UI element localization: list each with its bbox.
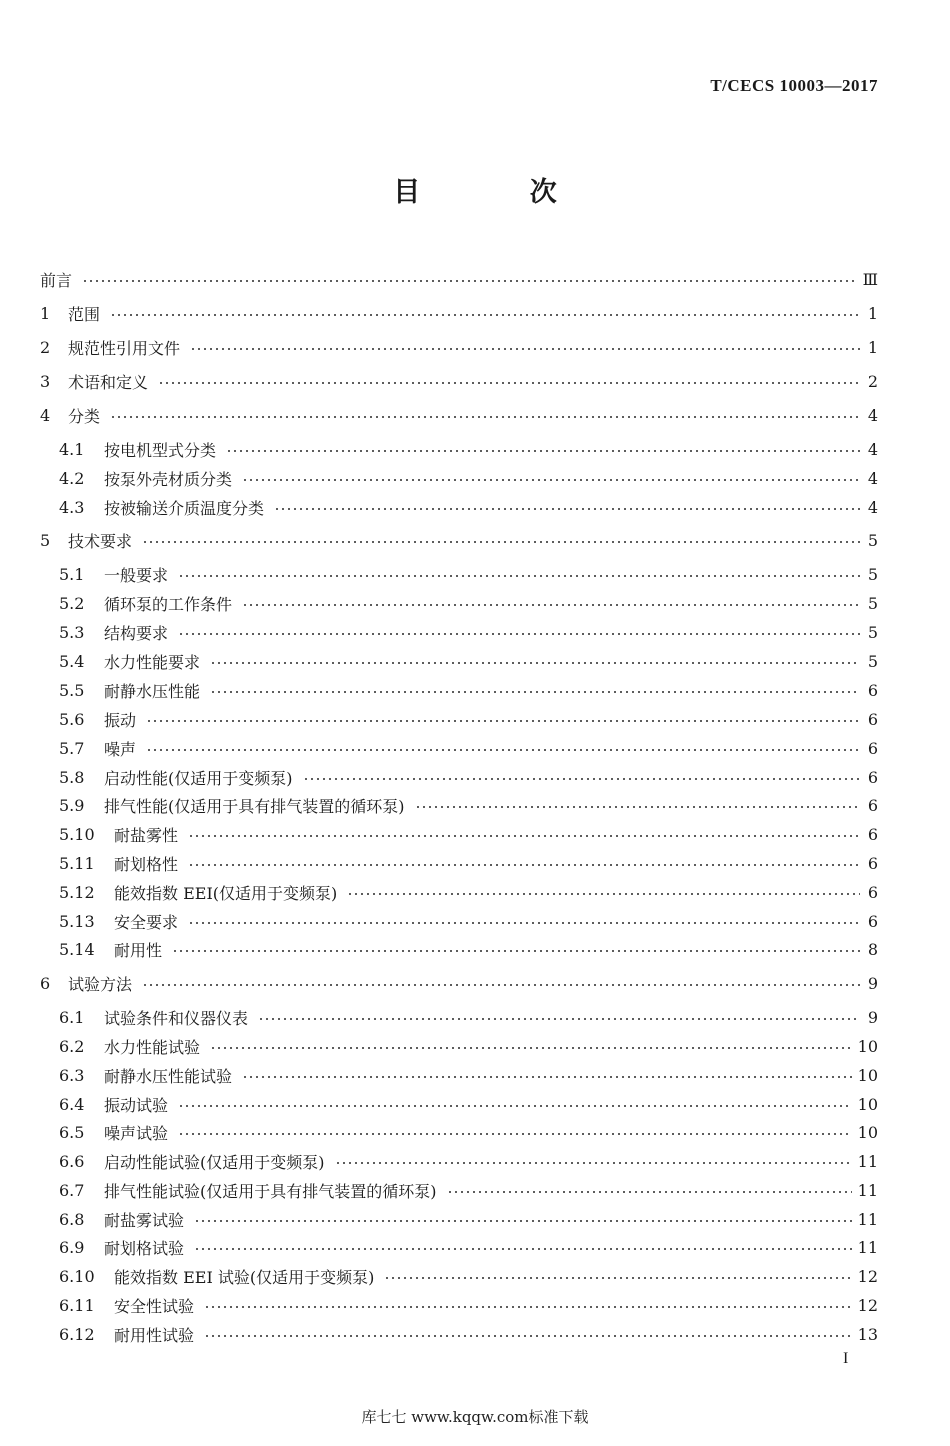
dot-leader: [146, 720, 860, 722]
toc-entry[interactable]: [59, 764, 878, 790]
toc-entry-number: 6.9: [59, 1237, 85, 1257]
toc-entry-page: 9: [867, 1007, 878, 1027]
toc-entry[interactable]: [59, 561, 878, 587]
toc-entry[interactable]: [40, 368, 878, 394]
toc-entry-page: 5: [867, 593, 878, 613]
toc-entry-title: 振动试验: [104, 1095, 169, 1115]
dot-leader: [303, 778, 861, 780]
dot-leader: [188, 922, 860, 924]
dot-leader: [82, 280, 857, 282]
toc-entry-number: 5.13: [59, 911, 95, 931]
toc-entry-title: 能效指数 EEI(仅适用于变频泵): [114, 883, 338, 903]
toc-entry-page: 6: [867, 853, 878, 873]
dot-leader: [190, 348, 860, 350]
toc-entry[interactable]: [40, 970, 878, 996]
toc-entry-page: 6: [867, 795, 878, 815]
toc-entry-page: 12: [857, 1295, 878, 1315]
toc-entry[interactable]: [40, 527, 878, 553]
toc-entry-number: 5.12: [59, 882, 95, 902]
toc-entry-page: 10: [857, 1122, 878, 1142]
toc-entry-number: 4.3: [59, 497, 85, 517]
toc-entry-number: 5.6: [59, 709, 85, 729]
toc-entry[interactable]: [59, 1091, 878, 1117]
toc-entry-title: 按被输送介质温度分类: [104, 498, 265, 518]
toc-entry-title: 耐划格试验: [104, 1238, 185, 1258]
toc-entry-title: 按电机型式分类: [104, 440, 217, 460]
toc-entry[interactable]: [59, 735, 878, 761]
toc-entry-title: 前言: [40, 270, 73, 290]
toc-entry-title: 水力性能要求: [104, 652, 201, 672]
toc-entry[interactable]: [59, 1234, 878, 1260]
dot-leader: [242, 604, 860, 606]
toc-entry-number: 6: [40, 973, 51, 993]
document-code: T/CECS 10003—2017: [710, 76, 878, 95]
toc-entry-page: 11: [857, 1209, 878, 1229]
dot-leader: [110, 314, 860, 316]
toc-entry-page: 11: [857, 1151, 878, 1171]
toc-entry-title: 范围: [68, 304, 101, 324]
toc-entry[interactable]: [59, 1263, 878, 1289]
toc-entry-page: 1: [867, 303, 878, 323]
dot-leader: [146, 749, 860, 751]
toc-entry-number: 5.3: [59, 622, 85, 642]
toc-entry-page: 13: [857, 1324, 878, 1344]
toc-entry-title: 耐静水压性能试验: [104, 1066, 233, 1086]
toc-entry-title: 循环泵的工作条件: [104, 594, 233, 614]
dot-leader: [335, 1162, 852, 1164]
dot-leader: [204, 1306, 852, 1308]
toc-entry-title: 排气性能(仅适用于具有排气装置的循环泵): [104, 796, 405, 816]
toc-entry-number: 4.2: [59, 468, 85, 488]
toc-entry-title: 启动性能试验(仅适用于变频泵): [104, 1152, 325, 1172]
toc-entry[interactable]: [59, 936, 878, 962]
toc-entry[interactable]: [59, 879, 878, 905]
toc-entry[interactable]: [59, 648, 878, 674]
dot-leader: [194, 1248, 852, 1250]
toc-entry-page: 6: [867, 709, 878, 729]
toc-entry-page: 10: [857, 1036, 878, 1056]
toc-entry-title: 振动: [104, 710, 137, 730]
toc-entry-title: 水力性能试验: [104, 1037, 201, 1057]
toc-entry-number: 6.10: [59, 1266, 95, 1286]
toc-entry-title: 试验条件和仪器仪表: [104, 1008, 249, 1028]
dot-leader: [274, 508, 860, 510]
toc-entry-page: 9: [867, 973, 878, 993]
toc-entry-page: 1: [867, 337, 878, 357]
toc-entry-title: 耐用性试验: [114, 1325, 195, 1345]
toc-entry-page: 6: [867, 738, 878, 758]
dot-leader: [158, 382, 860, 384]
toc-entry-title: 规范性引用文件: [68, 338, 181, 358]
dot-leader: [178, 1133, 852, 1135]
toc-entry-title: 试验方法: [68, 974, 133, 994]
toc-entry-number: 5.8: [59, 767, 85, 787]
dot-leader: [258, 1018, 860, 1020]
toc-entry-number: 6.8: [59, 1209, 85, 1229]
toc-entry[interactable]: [40, 300, 878, 326]
toc-entry-page: 6: [867, 824, 878, 844]
toc-entry-number: 6.3: [59, 1065, 85, 1085]
toc-entry-page: 5: [867, 530, 878, 550]
dot-leader: [172, 950, 860, 952]
toc-entry-number: 6.12: [59, 1324, 95, 1344]
toc-entry[interactable]: [59, 494, 878, 520]
dot-leader: [242, 479, 860, 481]
toc-entry-title: 噪声试验: [104, 1123, 169, 1143]
toc-entry[interactable]: [59, 619, 878, 645]
toc-entry-title: 一般要求: [104, 565, 169, 585]
toc-entry[interactable]: [59, 1062, 878, 1088]
toc-entry[interactable]: [59, 821, 878, 847]
dot-leader: [178, 1105, 852, 1107]
toc-entry-title: 启动性能(仅适用于变频泵): [104, 768, 293, 788]
toc-entry-number: 6.7: [59, 1180, 85, 1200]
toc-entry-page: 6: [867, 882, 878, 902]
toc-entry-page: 6: [867, 767, 878, 787]
dot-leader: [415, 806, 861, 808]
toc-entry[interactable]: [59, 590, 878, 616]
toc-entry-title: 安全要求: [114, 912, 179, 932]
toc-entry-number: 5.1: [59, 564, 85, 584]
toc-entry-title: 耐静水压性能: [104, 681, 201, 701]
toc-entry-page: 5: [867, 564, 878, 584]
toc-entry-title: 术语和定义: [68, 372, 149, 392]
toc-entry-page: 8: [867, 939, 878, 959]
page-title: 目 次: [393, 177, 607, 208]
dot-leader: [447, 1191, 852, 1193]
toc-entry-title: 耐用性: [114, 940, 163, 960]
dot-leader: [142, 541, 860, 543]
toc-entry-number: 6.1: [59, 1007, 85, 1027]
toc-entry[interactable]: [40, 334, 878, 360]
dot-leader: [178, 633, 860, 635]
dot-leader: [204, 1335, 852, 1337]
toc-entry-title: 按泵外壳材质分类: [104, 469, 233, 489]
toc-entry-number: 5.11: [59, 853, 95, 873]
toc-entry-number: 5.9: [59, 795, 85, 815]
toc-entry-title: 结构要求: [104, 623, 169, 643]
toc-entry-number: 6.2: [59, 1036, 85, 1056]
toc-entry[interactable]: [59, 1148, 878, 1174]
toc-entry-number: 2: [40, 337, 51, 357]
toc-entry-number: 5.10: [59, 824, 95, 844]
toc-entry-number: 6.5: [59, 1122, 85, 1142]
toc-entry[interactable]: [59, 677, 878, 703]
toc-entry-page: 5: [867, 622, 878, 642]
toc-entry-page: 10: [857, 1094, 878, 1114]
toc-entry[interactable]: [59, 1321, 878, 1347]
toc-entry-page: 10: [857, 1065, 878, 1085]
toc-entry-page: 4: [867, 468, 878, 488]
toc-entry-page: 4: [867, 439, 878, 459]
toc-entry-title: 技术要求: [68, 531, 133, 551]
dot-leader: [384, 1277, 851, 1279]
toc-entry-title: 耐盐雾试验: [104, 1210, 185, 1230]
toc-entry-number: 5.14: [59, 939, 95, 959]
toc-entry-page: 4: [867, 497, 878, 517]
toc-entry-title: 噪声: [104, 739, 137, 759]
toc-entry-number: 6.6: [59, 1151, 85, 1171]
watermark-text: 库七七 www.kqqw.com标准下载: [361, 1408, 589, 1426]
toc-entry-page: Ⅲ: [862, 269, 878, 289]
dot-leader: [178, 575, 860, 577]
toc-entry-page: 6: [867, 680, 878, 700]
dot-leader: [188, 864, 860, 866]
dot-leader: [347, 893, 860, 895]
toc-entry-number: 4.1: [59, 439, 85, 459]
toc-entry-number: 6.4: [59, 1094, 85, 1114]
toc-entry-title: 安全性试验: [114, 1296, 195, 1316]
dot-leader: [210, 691, 860, 693]
page-number: I: [843, 1350, 849, 1367]
toc-entry[interactable]: [59, 1292, 878, 1318]
toc-entry[interactable]: [59, 1033, 878, 1059]
toc-entry[interactable]: [59, 465, 878, 491]
dot-leader: [110, 416, 860, 418]
dot-leader: [194, 1220, 852, 1222]
toc-entry-page: 6: [867, 911, 878, 931]
toc-entry[interactable]: [40, 402, 878, 428]
toc-entry-number: 6.11: [59, 1295, 95, 1315]
toc-entry[interactable]: [59, 436, 878, 462]
dot-leader: [210, 662, 860, 664]
toc-entry[interactable]: [59, 1119, 878, 1145]
toc-entry-page: 11: [857, 1237, 878, 1257]
dot-leader: [210, 1047, 852, 1049]
toc-entry-number: 5.5: [59, 680, 85, 700]
toc-entry-title: 排气性能试验(仅适用于具有排气装置的循环泵): [104, 1181, 437, 1201]
toc-entry[interactable]: [59, 850, 878, 876]
toc-entry[interactable]: [59, 1004, 878, 1030]
toc-entry-page: 4: [867, 405, 878, 425]
toc-entry-title: 能效指数 EEI 试验(仅适用于变频泵): [114, 1267, 375, 1287]
dot-leader: [242, 1076, 852, 1078]
toc-entry[interactable]: [59, 1177, 878, 1203]
toc-entry[interactable]: [59, 792, 878, 818]
toc-entry-number: 1: [40, 303, 51, 323]
toc-entry-number: 5.7: [59, 738, 85, 758]
toc-entry-page: 5: [867, 651, 878, 671]
toc-entry[interactable]: [59, 1206, 878, 1232]
dot-leader: [226, 450, 860, 452]
toc-entry[interactable]: [59, 908, 878, 934]
toc-entry-page: 11: [857, 1180, 878, 1200]
toc-entry-number: 3: [40, 371, 51, 391]
dot-leader: [188, 835, 860, 837]
dot-leader: [142, 984, 860, 986]
toc-entry-number: 5: [40, 530, 51, 550]
toc-entry-number: 5.4: [59, 651, 85, 671]
toc-entry[interactable]: [40, 266, 878, 292]
toc-entry[interactable]: [59, 706, 878, 732]
toc-entry-page: 2: [867, 371, 878, 391]
toc-entry-title: 耐盐雾性: [114, 825, 179, 845]
toc-entry-title: 耐划格性: [114, 854, 179, 874]
toc-entry-page: 12: [857, 1266, 878, 1286]
toc-entry-number: 4: [40, 405, 51, 425]
toc-entry-title: 分类: [68, 406, 101, 426]
toc-entry-number: 5.2: [59, 593, 85, 613]
